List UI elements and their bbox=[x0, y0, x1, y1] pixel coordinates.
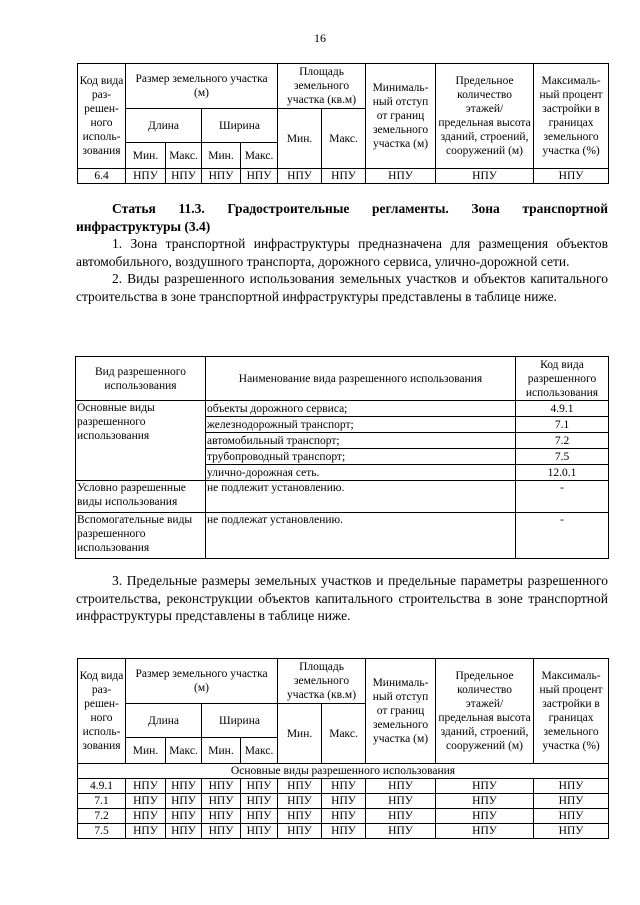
article-body bbox=[76, 200, 608, 305]
cell: НПУ bbox=[126, 169, 166, 184]
conditional-uses-label: Условно разрешенные виды использования bbox=[76, 481, 206, 513]
header-width-max: Макс. bbox=[241, 738, 278, 764]
use-code: 7.2 bbox=[516, 433, 609, 449]
parameters-table-continued bbox=[77, 63, 609, 184]
cell: НПУ bbox=[166, 169, 202, 184]
article-body-2 bbox=[76, 572, 608, 625]
header-name: Наименование вида разрешенного использования bbox=[206, 357, 516, 401]
cell: НПУ bbox=[436, 824, 534, 839]
use-name: не подлежат установлению. bbox=[206, 513, 516, 559]
use-name: трубопроводный транспорт; bbox=[206, 449, 516, 465]
header-length-max: Макс. bbox=[166, 738, 202, 764]
header-width: Ширина bbox=[202, 704, 278, 738]
table-row bbox=[78, 169, 609, 184]
cell: НПУ bbox=[436, 169, 534, 184]
cell: НПУ bbox=[166, 824, 202, 839]
header-area-max: Макс. bbox=[322, 109, 366, 169]
row-code: 4.9.1 bbox=[78, 779, 126, 794]
use-name: автомобильный транспорт; bbox=[206, 433, 516, 449]
article-heading: Статья 11.3. Градостроительные регламенты. Зона транспортной инфраструктуры (3.4) bbox=[76, 201, 608, 234]
use-code: 12.0.1 bbox=[516, 465, 609, 481]
permitted-uses-table bbox=[75, 356, 609, 559]
section-title: Основные виды разрешенного использования bbox=[78, 764, 609, 779]
cell: НПУ bbox=[322, 794, 366, 809]
row-code: 7.1 bbox=[78, 794, 126, 809]
page-number: 16 bbox=[314, 31, 326, 45]
cell: НПУ bbox=[322, 169, 366, 184]
table-row bbox=[78, 809, 609, 824]
cell: НПУ bbox=[241, 809, 278, 824]
parameters-table bbox=[77, 658, 609, 839]
row-code: 7.2 bbox=[78, 809, 126, 824]
cell: НПУ bbox=[202, 809, 241, 824]
table-row bbox=[78, 824, 609, 839]
auxiliary-uses-label: Вспомогательные виды разрешенного использования bbox=[76, 513, 206, 559]
header-coverage: Максималь-ный процент застройки в границах земельного участка (%) bbox=[534, 659, 609, 764]
cell: НПУ bbox=[322, 779, 366, 794]
cell: НПУ bbox=[534, 794, 609, 809]
use-name: улично-дорожная сеть. bbox=[206, 465, 516, 481]
header-area: Площадь земельного участка (кв.м) bbox=[278, 64, 366, 109]
cell: НПУ bbox=[126, 809, 166, 824]
cell: НПУ bbox=[278, 824, 322, 839]
cell: НПУ bbox=[278, 779, 322, 794]
use-code: 7.5 bbox=[516, 449, 609, 465]
use-name: объекты дорожного сервиса; bbox=[206, 401, 516, 417]
table-row bbox=[78, 794, 609, 809]
cell: НПУ bbox=[366, 169, 436, 184]
cell: НПУ bbox=[366, 779, 436, 794]
cell: НПУ bbox=[534, 824, 609, 839]
header-length-min: Мин. bbox=[126, 738, 166, 764]
cell: НПУ bbox=[126, 824, 166, 839]
header-code: Код вида разрешенного использования bbox=[516, 357, 609, 401]
cell: НПУ bbox=[166, 809, 202, 824]
header-floors: Предельное количество этажей/ предельная высота зданий, строений, сооружений (м) bbox=[436, 64, 534, 169]
paragraph-1: 1. Зона транспортной инфраструктуры предназначена для размещения объектов автомобильного, воздушного транспорта, дорожного сервиса, улично-дорожной сети. bbox=[76, 236, 608, 269]
header-floors: Предельное количество этажей/ предельная высота зданий, строений, сооружений (м) bbox=[436, 659, 534, 764]
cell: НПУ bbox=[322, 809, 366, 824]
header-coverage: Максималь-ный процент застройки в границах земельного участка (%) bbox=[534, 64, 609, 169]
cell: НПУ bbox=[166, 794, 202, 809]
cell: НПУ bbox=[126, 794, 166, 809]
row-code: 6.4 bbox=[78, 169, 126, 184]
cell: НПУ bbox=[278, 794, 322, 809]
cell: НПУ bbox=[202, 794, 241, 809]
cell: НПУ bbox=[366, 809, 436, 824]
use-code: 4.9.1 bbox=[516, 401, 609, 417]
header-size: Размер земельного участка (м) bbox=[126, 659, 278, 704]
header-setback: Минималь-ный отступ от границ земельного участка (м) bbox=[366, 659, 436, 764]
table-row bbox=[78, 779, 609, 794]
cell: НПУ bbox=[241, 169, 278, 184]
header-width: Ширина bbox=[202, 109, 278, 143]
header-length: Длина bbox=[126, 109, 202, 143]
header-length-max: Макс. bbox=[166, 143, 202, 169]
cell: НПУ bbox=[166, 779, 202, 794]
cell: НПУ bbox=[436, 809, 534, 824]
header-area-max: Макс. bbox=[322, 704, 366, 764]
header-length: Длина bbox=[126, 704, 202, 738]
header-area: Площадь земельного участка (кв.м) bbox=[278, 659, 366, 704]
use-code: - bbox=[516, 513, 609, 559]
header-code: Код вида раз-решен-ного исполь-зования bbox=[78, 659, 126, 764]
cell: НПУ bbox=[366, 794, 436, 809]
header-area-min: Мин. bbox=[278, 109, 322, 169]
cell: НПУ bbox=[241, 779, 278, 794]
header-size: Размер земельного участка (м) bbox=[126, 64, 278, 109]
cell: НПУ bbox=[202, 824, 241, 839]
cell: НПУ bbox=[241, 794, 278, 809]
use-code: 7.1 bbox=[516, 417, 609, 433]
cell: НПУ bbox=[534, 169, 609, 184]
cell: НПУ bbox=[202, 779, 241, 794]
cell: НПУ bbox=[202, 169, 241, 184]
cell: НПУ bbox=[436, 794, 534, 809]
header-area-min: Мин. bbox=[278, 704, 322, 764]
use-code: - bbox=[516, 481, 609, 513]
header-setback: Минималь-ный отступ от границ земельного участка (м) bbox=[366, 64, 436, 169]
cell: НПУ bbox=[278, 809, 322, 824]
cell: НПУ bbox=[534, 779, 609, 794]
paragraph-3: 3. Предельные размеры земельных участков и предельные параметры разрешенного строительства, реконструкции объектов капитального строительства в зоне транспортной инфраструктуры представлены в таблице ниже. bbox=[76, 573, 608, 623]
cell: НПУ bbox=[241, 824, 278, 839]
paragraph-2: 2. Виды разрешенного использования земельных участков и объектов капитального строительства в зоне транспортной инфраструктуры представлены в таблице ниже. bbox=[76, 271, 608, 304]
use-name: не подлежит установлению. bbox=[206, 481, 516, 513]
cell: НПУ bbox=[278, 169, 322, 184]
header-width-max: Макс. bbox=[241, 143, 278, 169]
row-code: 7.5 bbox=[78, 824, 126, 839]
main-uses-label: Основные виды разрешенного использования bbox=[76, 401, 206, 481]
header-code: Код вида раз-решен-ного исполь-зования bbox=[78, 64, 126, 169]
cell: НПУ bbox=[126, 779, 166, 794]
header-kind: Вид разрешенного использования bbox=[76, 357, 206, 401]
header-width-min: Мин. bbox=[202, 738, 241, 764]
header-length-min: Мин. bbox=[126, 143, 166, 169]
cell: НПУ bbox=[322, 824, 366, 839]
cell: НПУ bbox=[366, 824, 436, 839]
header-width-min: Мин. bbox=[202, 143, 241, 169]
cell: НПУ bbox=[534, 809, 609, 824]
use-name: железнодорожный транспорт; bbox=[206, 417, 516, 433]
cell: НПУ bbox=[436, 779, 534, 794]
